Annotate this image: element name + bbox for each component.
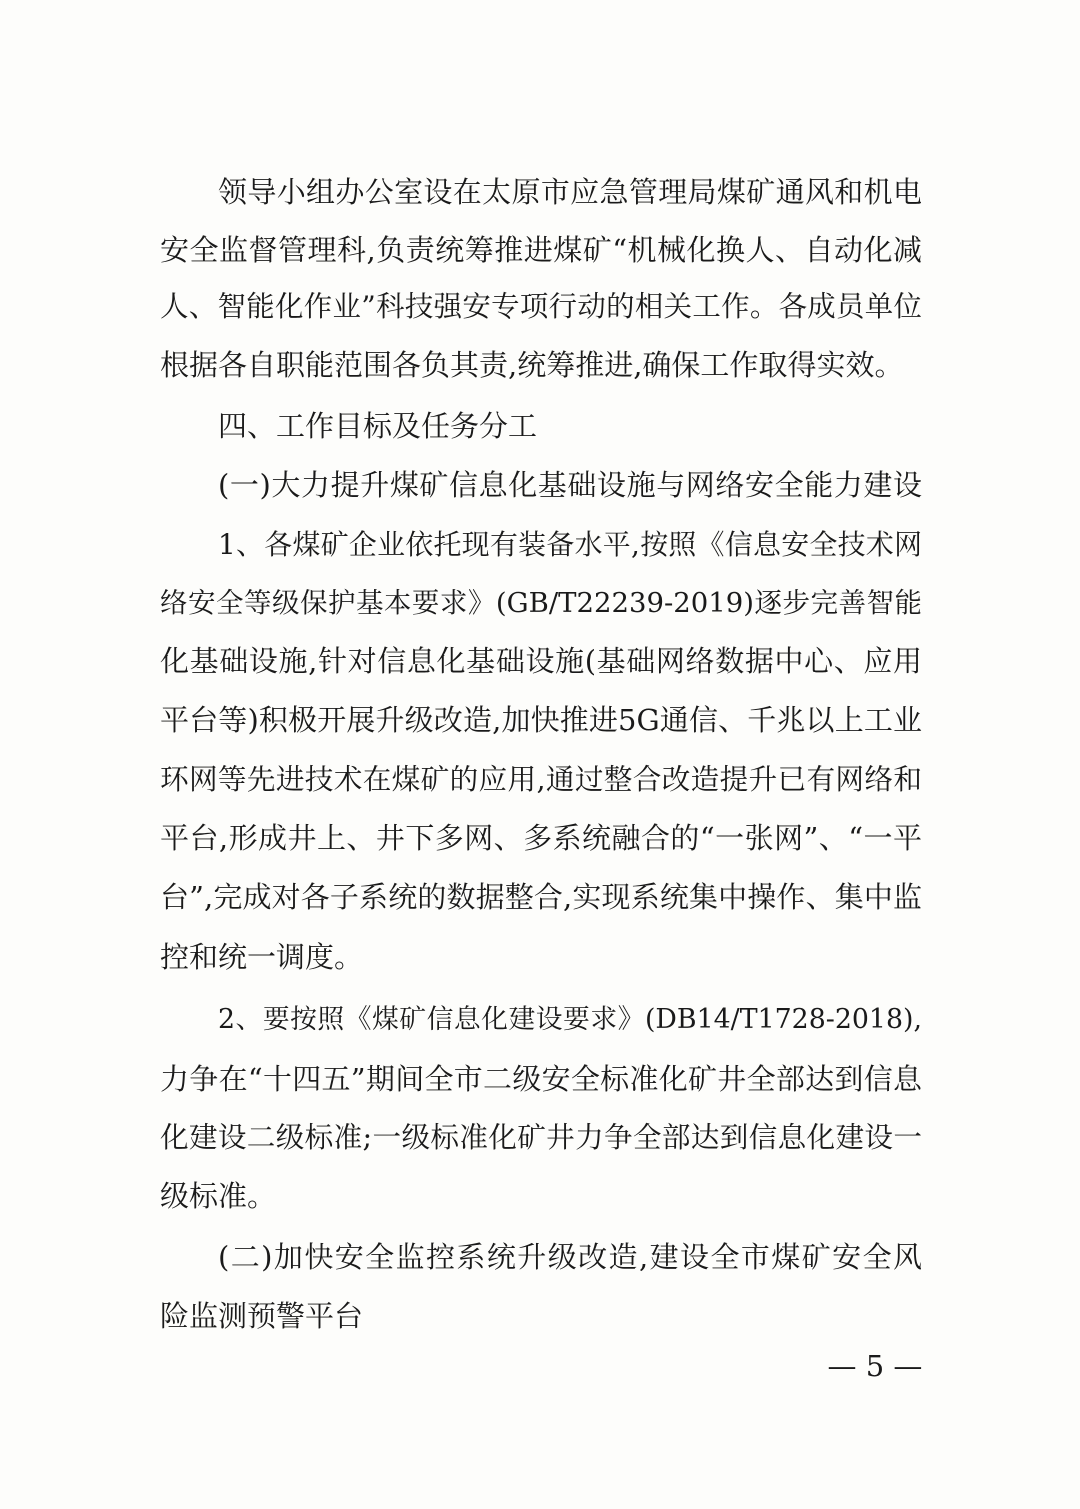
subheading-1: (一)大力提升煤矿信息化基础设施与网络安全能力建设 (218, 468, 922, 502)
paragraph-1-line-3: 人、智能化作业”科技强安专项行动的相关工作。各成员单位 (160, 290, 922, 323)
paragraph-1-line-1: 领导小组办公室设在太原市应急管理局煤矿通风和机电 (218, 175, 922, 209)
paragraph-1-line-2: 安全监督管理科,负责统筹推进煤矿“机械化换人、自动化减 (160, 233, 922, 267)
item-1-line-5: 环网等先进技术在煤矿的应用,通过整合改造提升已有网络和 (160, 762, 922, 796)
item-2-line-3: 化建设二级标准;一级标准化矿井力争全部达到信息化建设一 (160, 1120, 922, 1154)
item-1-line-3: 化基础设施,针对信息化基础设施(基础网络数据中心、应用 (160, 644, 922, 678)
subheading-2-line-2: 险监测预警平台 (160, 1299, 364, 1333)
item-1-line-1: 1、各煤矿企业依托现有装备水平,按照《信息安全技术网 (218, 528, 922, 561)
item-2-line-1: 2、要按照《煤矿信息化建设要求》(DB14/T1728-2018), (218, 1004, 922, 1035)
item-2-line-2: 力争在“十四五”期间全市二级安全标准化矿井全部达到信息 (160, 1062, 922, 1096)
page-number: — 5 — (827, 1349, 923, 1383)
item-2-line-4: 级标准。 (160, 1179, 277, 1213)
section-heading-4: 四、工作目标及任务分工 (218, 409, 538, 443)
item-1-line-7: 台”,完成对各子系统的数据整合,实现系统集中操作、集中监 (160, 880, 922, 914)
paragraph-1-line-4: 根据各自职能范围各负其责,统筹推进,确保工作取得实效。 (160, 348, 904, 382)
subheading-2-line-1: (二)加快安全监控系统升级改造,建设全市煤矿安全风 (218, 1240, 922, 1274)
item-1-line-2: 络安全等级保护基本要求》(GB/T22239-2019)逐步完善智能 (160, 587, 922, 619)
item-1-line-4: 平台等)积极开展升级改造,加快推进5G通信、千兆以上工业 (160, 703, 922, 737)
item-1-line-6: 平台,形成井上、井下多网、多系统融合的“一张网”、“一平 (160, 821, 922, 855)
item-1-line-8: 控和统一调度。 (160, 940, 364, 974)
